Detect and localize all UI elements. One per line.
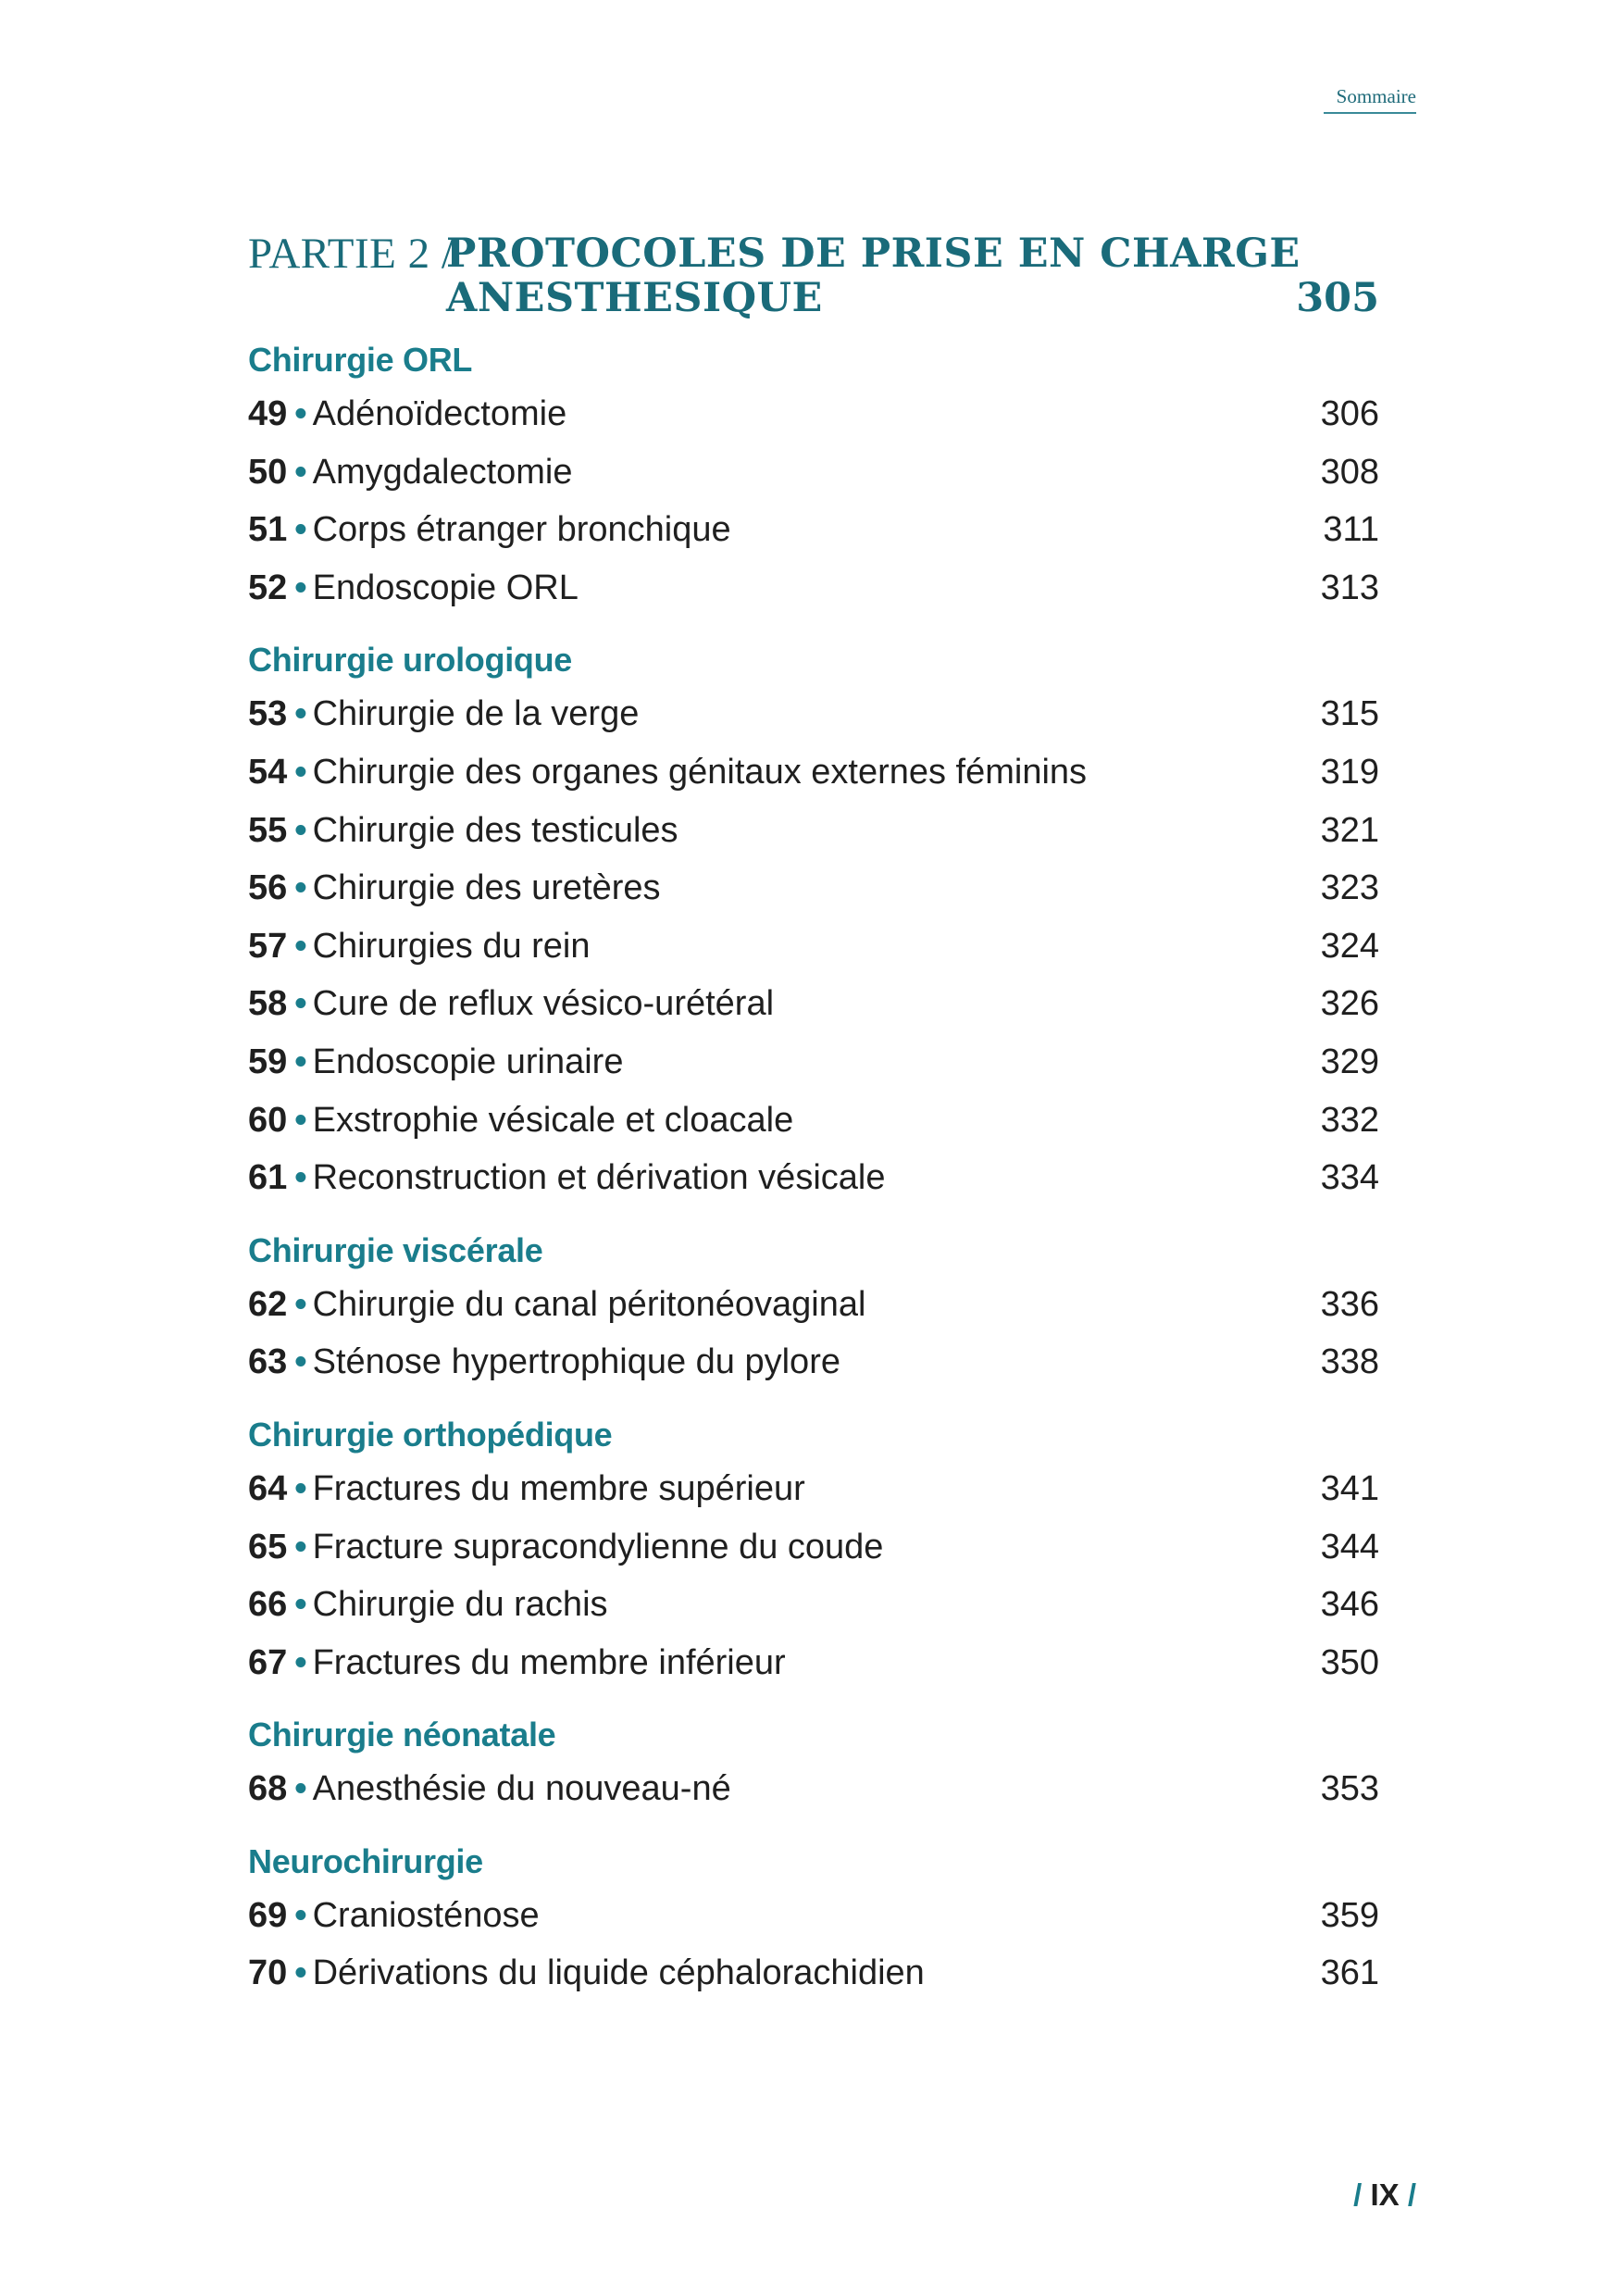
entry-page-number: 336 bbox=[1320, 1284, 1379, 1324]
entry-number: 70 bbox=[248, 1953, 288, 1993]
entry-number: 49 bbox=[248, 394, 288, 433]
entry-number: 53 bbox=[248, 694, 288, 734]
folio-slash-right: / bbox=[1407, 2177, 1416, 2212]
entry-title: Chirurgie du canal péritonéovaginal bbox=[312, 1284, 866, 1324]
entry-page-number: 334 bbox=[1320, 1158, 1379, 1198]
toc-entry[interactable] bbox=[248, 1634, 1379, 1692]
entry-title: Endoscopie urinaire bbox=[312, 1042, 624, 1081]
entry-page-number: 329 bbox=[1320, 1042, 1379, 1081]
section-title: Neurochirurgie bbox=[248, 1841, 483, 1880]
entry-title: Anesthésie du nouveau-né bbox=[312, 1769, 731, 1809]
entry-title: Chirurgie des uretères bbox=[312, 868, 661, 908]
entry-page-number: 346 bbox=[1320, 1585, 1379, 1625]
toc-entry[interactable] bbox=[248, 1944, 1379, 2003]
bullet-icon: • bbox=[294, 694, 307, 734]
page-folio bbox=[1342, 2177, 1416, 2213]
entry-title: Chirurgies du rein bbox=[312, 926, 591, 966]
section-title: Chirurgie viscérale bbox=[248, 1230, 543, 1269]
entry-number: 51 bbox=[248, 510, 288, 550]
entry-title: Fractures du membre inférieur bbox=[312, 1642, 786, 1682]
section-title: Chirurgie ORL bbox=[248, 341, 473, 379]
entry-number: 64 bbox=[248, 1468, 288, 1508]
toc-entry[interactable] bbox=[248, 385, 1379, 443]
toc-entry[interactable] bbox=[248, 1033, 1379, 1092]
folio-slash-left: / bbox=[1353, 2177, 1363, 2212]
toc-entry[interactable] bbox=[248, 859, 1379, 917]
toc-entry[interactable] bbox=[248, 501, 1379, 559]
part-prefix: PARTIE 2 / bbox=[248, 230, 454, 278]
entry-title: Corps étranger bronchique bbox=[312, 510, 731, 550]
bullet-icon: • bbox=[294, 1642, 307, 1682]
entry-page-number: 350 bbox=[1320, 1642, 1379, 1682]
entry-page-number: 313 bbox=[1320, 568, 1379, 607]
entry-number: 50 bbox=[248, 452, 288, 492]
folio-number: IX bbox=[1370, 2177, 1400, 2212]
bullet-icon: • bbox=[294, 1769, 307, 1809]
part-title-line-1: PROTOCOLES DE PRISE EN CHARGE bbox=[446, 231, 1301, 277]
entry-title: Chirurgie de la verge bbox=[312, 694, 640, 734]
toc-section bbox=[248, 1410, 1379, 1691]
toc-entry[interactable] bbox=[248, 1460, 1379, 1518]
bullet-icon: • bbox=[294, 752, 307, 792]
entry-title: Sténose hypertrophique du pylore bbox=[312, 1342, 840, 1382]
toc-entry[interactable] bbox=[248, 1149, 1379, 1207]
bullet-icon: • bbox=[294, 1953, 307, 1993]
bullet-icon: • bbox=[294, 452, 307, 492]
bullet-icon: • bbox=[294, 510, 307, 550]
toc-section bbox=[248, 1837, 1379, 2003]
entry-number: 68 bbox=[248, 1769, 288, 1809]
entry-number: 52 bbox=[248, 568, 288, 607]
entry-title: Exstrophie vésicale et cloacale bbox=[312, 1100, 794, 1140]
entry-title: Fractures du membre supérieur bbox=[312, 1468, 805, 1508]
entry-title: Reconstruction et dérivation vésicale bbox=[312, 1158, 886, 1198]
entry-number: 56 bbox=[248, 868, 288, 908]
entry-number: 62 bbox=[248, 1284, 288, 1324]
entry-number: 66 bbox=[248, 1585, 288, 1625]
entry-number: 57 bbox=[248, 926, 288, 966]
entry-number: 60 bbox=[248, 1100, 288, 1140]
entry-title: Chirurgie du rachis bbox=[312, 1585, 608, 1625]
toc-entry[interactable] bbox=[248, 685, 1379, 743]
entry-title: Endoscopie ORL bbox=[312, 568, 579, 607]
entry-title: Amygdalectomie bbox=[312, 452, 573, 492]
bullet-icon: • bbox=[294, 1342, 307, 1382]
entry-page-number: 361 bbox=[1320, 1953, 1379, 1993]
bullet-icon: • bbox=[294, 1585, 307, 1625]
bullet-icon: • bbox=[294, 1468, 307, 1508]
toc-section bbox=[248, 635, 1379, 1206]
toc-entry[interactable] bbox=[248, 1576, 1379, 1634]
entry-page-number: 338 bbox=[1320, 1342, 1379, 1382]
toc-entry[interactable] bbox=[248, 1518, 1379, 1577]
part-heading bbox=[248, 231, 1379, 320]
entry-number: 61 bbox=[248, 1158, 288, 1198]
entry-number: 59 bbox=[248, 1042, 288, 1081]
entry-number: 67 bbox=[248, 1642, 288, 1682]
entry-number: 63 bbox=[248, 1342, 288, 1382]
part-title-line-2: ANESTHESIQUE bbox=[446, 275, 823, 321]
entry-page-number: 319 bbox=[1320, 752, 1379, 792]
entry-page-number: 341 bbox=[1320, 1468, 1379, 1508]
toc-entry[interactable] bbox=[248, 1760, 1379, 1818]
toc-entry[interactable] bbox=[248, 743, 1379, 802]
entry-page-number: 353 bbox=[1320, 1769, 1379, 1809]
entry-number: 55 bbox=[248, 810, 288, 850]
toc-entry[interactable] bbox=[248, 559, 1379, 618]
entry-page-number: 311 bbox=[1323, 510, 1379, 550]
entry-page-number: 332 bbox=[1320, 1100, 1379, 1140]
bullet-icon: • bbox=[294, 1158, 307, 1198]
entry-title: Chirurgie des testicules bbox=[312, 810, 678, 850]
entry-page-number: 324 bbox=[1320, 926, 1379, 966]
bullet-icon: • bbox=[294, 868, 307, 908]
bullet-icon: • bbox=[294, 1527, 307, 1566]
toc-section bbox=[248, 335, 1379, 617]
toc-entry[interactable] bbox=[248, 802, 1379, 860]
entry-number: 69 bbox=[248, 1895, 288, 1935]
entry-title: Adénoïdectomie bbox=[312, 394, 567, 433]
bullet-icon: • bbox=[294, 1042, 307, 1081]
toc-entry[interactable] bbox=[248, 1887, 1379, 1945]
entry-title: Fracture supracondylienne du coude bbox=[312, 1527, 884, 1566]
section-title: Chirurgie urologique bbox=[248, 641, 572, 680]
toc-entry[interactable] bbox=[248, 1333, 1379, 1391]
entry-page-number: 359 bbox=[1320, 1895, 1379, 1935]
entry-page-number: 323 bbox=[1320, 868, 1379, 908]
bullet-icon: • bbox=[294, 1895, 307, 1935]
entry-number: 54 bbox=[248, 752, 288, 792]
toc-entry[interactable] bbox=[248, 1092, 1379, 1150]
entry-page-number: 306 bbox=[1320, 394, 1379, 433]
toc-entry[interactable] bbox=[248, 443, 1379, 502]
toc-entry[interactable] bbox=[248, 1276, 1379, 1334]
toc-entry[interactable] bbox=[248, 917, 1379, 976]
bullet-icon: • bbox=[294, 1284, 307, 1324]
entry-title: Cure de reflux vésico-urétéral bbox=[312, 984, 775, 1024]
section-title: Chirurgie orthopédique bbox=[248, 1415, 613, 1454]
section-title: Chirurgie néonatale bbox=[248, 1716, 556, 1754]
part-page-number[interactable]: 305 bbox=[1296, 275, 1379, 321]
entry-title: Chirurgie des organes génitaux externes féminins bbox=[312, 752, 1088, 792]
entry-number: 58 bbox=[248, 984, 288, 1024]
entry-page-number: 326 bbox=[1320, 984, 1379, 1024]
toc-section bbox=[248, 1710, 1379, 1818]
entry-title: Craniosténose bbox=[312, 1895, 540, 1935]
entry-page-number: 321 bbox=[1320, 810, 1379, 850]
entry-page-number: 315 bbox=[1320, 694, 1379, 734]
bullet-icon: • bbox=[294, 810, 307, 850]
bullet-icon: • bbox=[294, 394, 307, 433]
entry-page-number: 308 bbox=[1320, 452, 1379, 492]
entry-number: 65 bbox=[248, 1527, 288, 1566]
bullet-icon: • bbox=[294, 1100, 307, 1140]
table-of-contents bbox=[248, 335, 1379, 2003]
entry-page-number: 344 bbox=[1320, 1527, 1379, 1566]
running-head: Sommaire bbox=[1324, 85, 1416, 114]
entry-title: Dérivations du liquide céphalorachidien bbox=[312, 1953, 925, 1993]
bullet-icon: • bbox=[294, 568, 307, 607]
toc-entry[interactable] bbox=[248, 975, 1379, 1033]
bullet-icon: • bbox=[294, 984, 307, 1024]
bullet-icon: • bbox=[294, 926, 307, 966]
toc-section bbox=[248, 1226, 1379, 1391]
